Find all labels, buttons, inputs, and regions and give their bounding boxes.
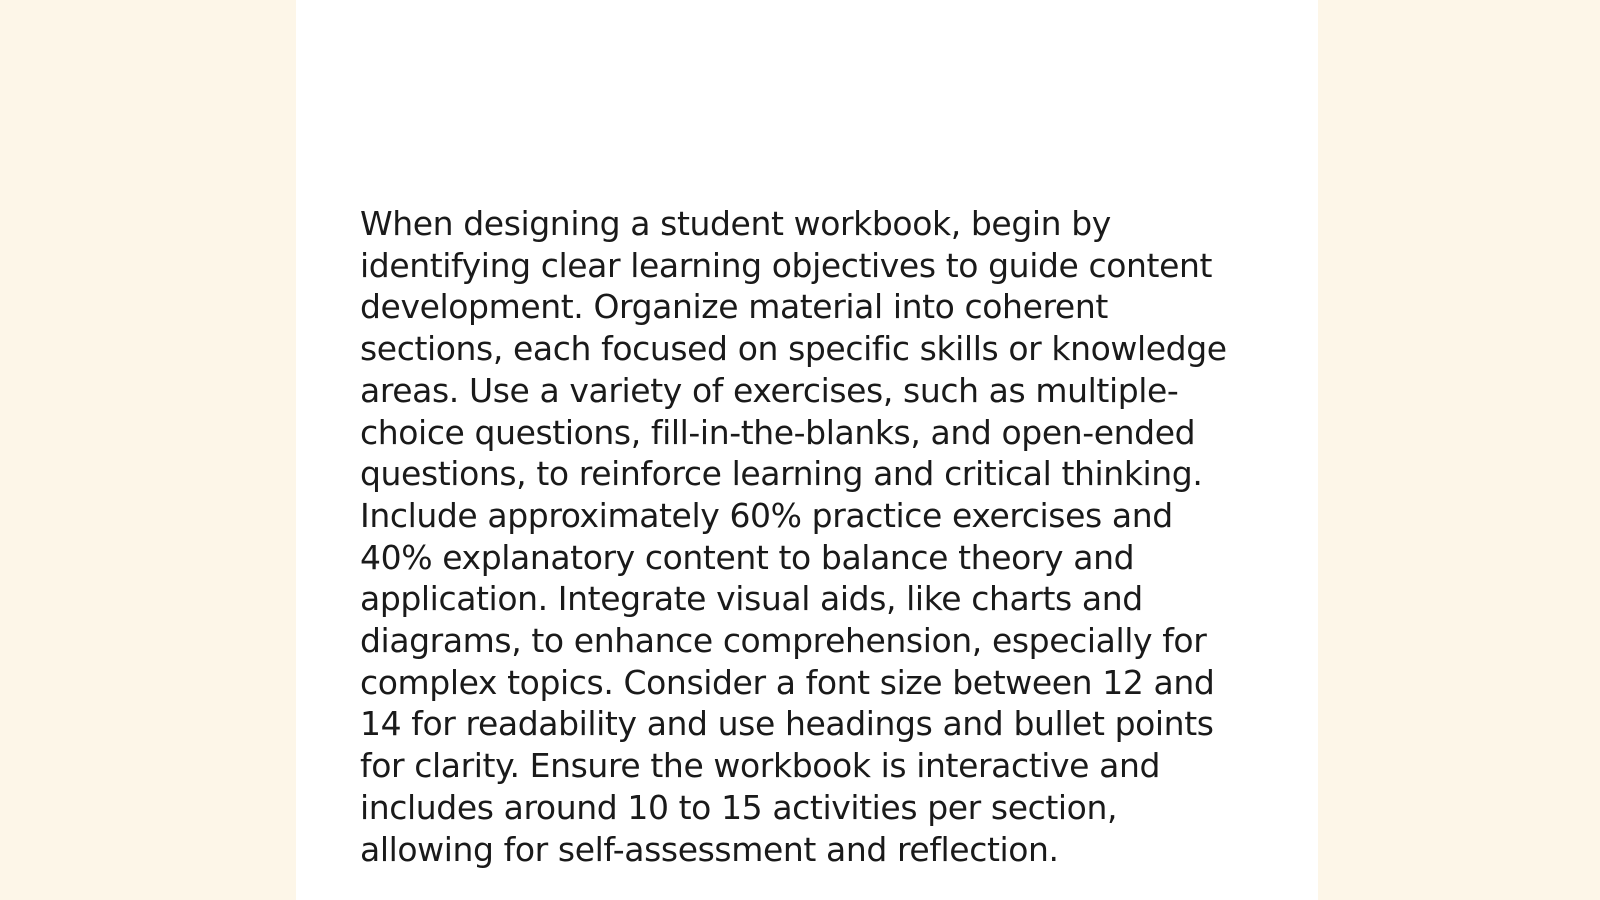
paragraph-line-6: choice questions, fill-in-the-blanks, and open-ended	[360, 412, 1196, 452]
paragraph-line-3: development. Organize material into coherent	[360, 287, 1108, 327]
paragraph-line-5: areas. Use a variety of exercises, such as multiple-	[360, 370, 1179, 410]
paragraph-line-1: When designing a student workbook, begin by	[360, 204, 1111, 243]
paragraph-line-2: identifying clear learning objectives to guide content	[360, 245, 1213, 285]
paragraph-line-11: diagrams, to enhance comprehension, especially for	[360, 621, 1207, 661]
paragraph-line-16: allowing for self-assessment and reflection.	[360, 829, 1059, 869]
paragraph-line-4: sections, each focused on specific skills or knowledge	[360, 329, 1227, 369]
paragraph-line-8: Include approximately 60% practice exercises and	[360, 495, 1173, 535]
document-page	[296, 0, 1318, 900]
paragraph-line-9: 40% explanatory content to balance theory and	[360, 537, 1135, 577]
body-paragraph	[360, 203, 1260, 870]
paragraph-line-13: 14 for readability and use headings and bullet points	[360, 704, 1214, 744]
paragraph-line-15: includes around 10 to 15 activities per section,	[360, 787, 1118, 827]
paragraph-line-14: for clarity. Ensure the workbook is interactive and	[360, 746, 1161, 786]
paragraph-line-12: complex topics. Consider a font size between 12 and	[360, 662, 1215, 702]
paragraph-line-7: questions, to reinforce learning and critical thinking.	[360, 454, 1203, 494]
paragraph-line-10: application. Integrate visual aids, like charts and	[360, 579, 1143, 619]
